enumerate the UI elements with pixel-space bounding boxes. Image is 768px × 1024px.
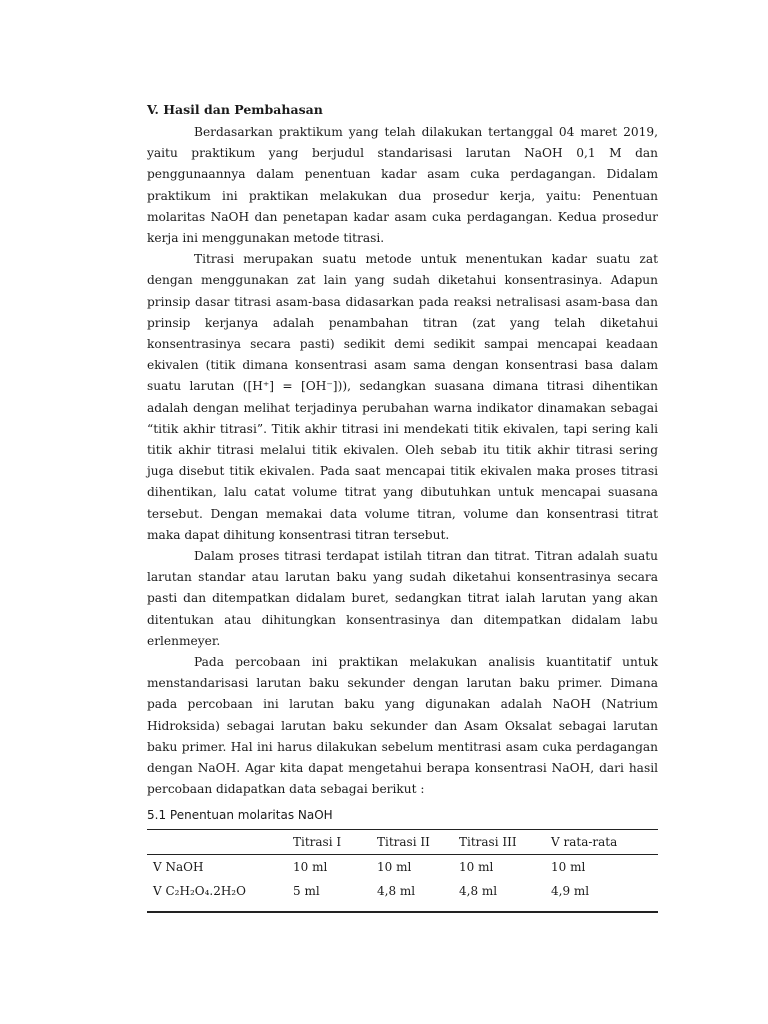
paragraph-1: Berdasarkan praktikum yang telah dilakukan tertanggal 04 maret 2019, yaitu praktikum yang berjudul standarisasi larutan NaOH 0,1 M dan penggunaannya dalam penentuan kadar asam cuka perdagangan. Didalam praktikum ini praktikan melakukan dua prosedur kerja, yaitu: Penentuan molaritas NaOH dan penetapan kadar asam cuka perdagangan. Kedua prosedur kerja ini menggunakan metode titrasi. (147, 125, 658, 246)
paragraph-4: Pada percobaan ini praktikan melakukan analisis kuantitatif untuk menstandarisasi larutan baku sekunder dengan larutan baku primer. Dimana pada percobaan ini larutan baku yang digunakan adalah NaOH (Natrium Hidroksida) sebagai larutan baku sekunder dan Asam Oksalat sebagai larutan baku primer. Hal ini harus dilakukan sebelum mentitrasi asam cuka perdagangan dengan NaOH. Agar kita dapat mengetahui berapa konsentrasi NaOH, dari hasil percobaan didapatkan data sebagai berikut : (147, 655, 658, 797)
table-cell: V NaOH (153, 860, 204, 874)
table-cell: 10 ml (377, 860, 412, 874)
header-cell (147, 830, 293, 855)
subsection-title: 5.1 Penentuan molaritas NaOH (147, 808, 333, 822)
header-cell: Titrasi II (377, 835, 430, 849)
table-cell: 10 ml (293, 860, 328, 874)
header-cell: V rata-rata (551, 835, 618, 849)
body-text (147, 122, 658, 801)
header-cell: Titrasi III (459, 835, 517, 849)
paragraph-3: Dalam proses titrasi terdapat istilah titran dan titrat. Titran adalah suatu larutan standar atau larutan baku yang sudah diketahui konsentrasinya secara pasti dan ditempatkan didalam buret, sedangkan titrat ialah larutan yang akan ditentukan atau dihitungkan konsentrasinya dan ditempatkan didalam labu erlenmeyer. (147, 549, 658, 648)
table-cell: 10 ml (551, 860, 586, 874)
table-cell: V C₂H₂O₄.2H₂O (153, 884, 246, 898)
table-cell: 4,8 ml (377, 884, 416, 898)
table-cell: 10 ml (459, 860, 494, 874)
header-cell: Titrasi I (293, 835, 342, 849)
table-cell: 4,9 ml (551, 884, 590, 898)
table-header-row (147, 830, 658, 855)
molarity-table (147, 829, 658, 913)
table-cell: 4,8 ml (459, 884, 498, 898)
section-title: V. Hasil dan Pembahasan (147, 102, 323, 117)
table-cell: 5 ml (293, 884, 320, 898)
paragraph-2: Titrasi merupakan suatu metode untuk menentukan kadar suatu zat dengan menggunakan zat lain yang sudah diketahui konsentrasinya. Adapun prinsip dasar titrasi asam-basa didasarkan pada reaksi netralisasi asam-basa dan prinsip kerjanya adalah penambahan titran (zat yang telah diketahui konsentrasinya secara pasti) sedikit demi sedikit sampai mencapai keadaan ekivalen (titik dimana konsentrasi asam sama dengan konsentrasi basa dalam suatu larutan ([H⁺] = [OH⁻])), sedangkan suasana dimana titrasi dihentikan adalah dengan melihat terjadinya perubahan warna indikator dinamakan sebagai “titik akhir titrasi”. Titik akhir titrasi ini mendekati titik ekivalen, tapi sering kali titik akhir titrasi melalui titik ekivalen. Oleh sebab itu titik akhir titrasi sering juga disebut titik ekivalen. Pada saat mencapai titik ekivalen maka proses titrasi dihentikan, lalu catat volume titrat yang dibutuhkan untuk mencapai suasana tersebut. Dengan memakai data volume titran, volume dan konsentrasi titrat maka dapat dihitung konsentrasi titran tersebut. (147, 252, 658, 542)
table-row (147, 879, 658, 912)
table-row (147, 855, 658, 880)
